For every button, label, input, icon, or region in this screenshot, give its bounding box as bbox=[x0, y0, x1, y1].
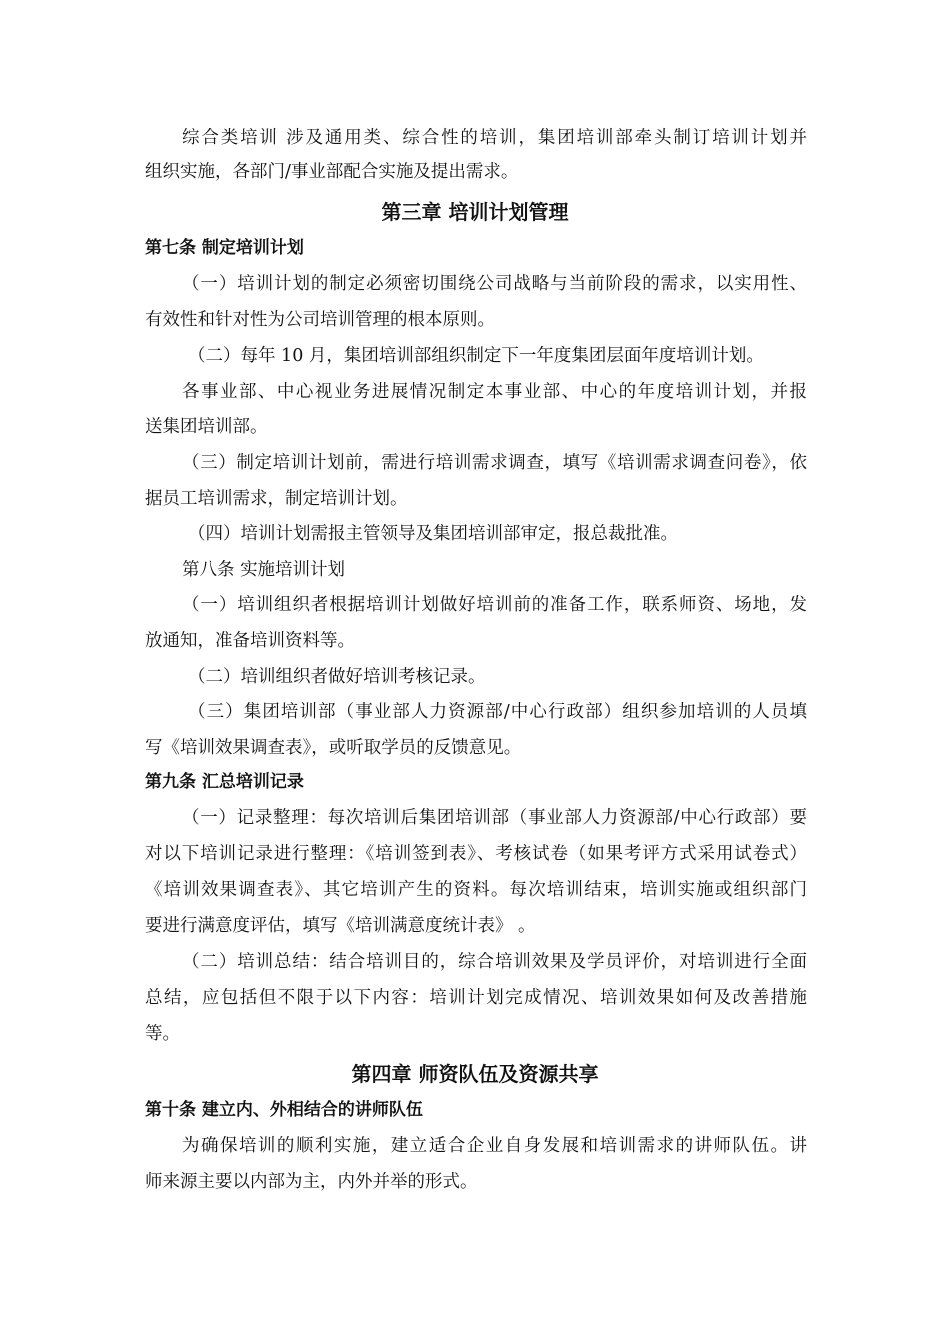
paragraph-line: 为确保培训的顺利实施，建立适合企业自身发展和培训需求的讲师队伍。讲 bbox=[182, 1136, 807, 1156]
paragraph-line: （二）培训总结：结合培训目的，综合培训效果及学员评价，对培训进行全面 bbox=[182, 952, 807, 972]
paragraph-line: 写《培训效果调查表》，或听取学员的反馈意见。 bbox=[145, 738, 522, 758]
paragraph-line: 师来源主要以内部为主，内外并举的形式。 bbox=[145, 1172, 478, 1192]
paragraph-line: （二）培训组织者做好培训考核记录。 bbox=[188, 667, 486, 687]
article-heading: 第十条 建立内、外相结合的讲师队伍 bbox=[145, 1100, 423, 1120]
paragraph-line: 放通知，准备培训资料等。 bbox=[145, 631, 355, 651]
paragraph-line: 有效性和针对性为公司培训管理的根本原则。 bbox=[145, 310, 495, 330]
paragraph-line: （三）制定培训计划前，需进行培训需求调查，填写《培训需求调查问卷》，依 bbox=[182, 453, 807, 473]
paragraph-line: 组织实施，各部门/事业部配合实施及提出需求。 bbox=[145, 162, 519, 182]
paragraph-line: 等。 bbox=[145, 1024, 180, 1044]
paragraph-line: 送集团培训部。 bbox=[145, 417, 268, 437]
paragraph-line: 总结，应包括但不限于以下内容：培训计划完成情况、培训效果如何及改善措施 bbox=[145, 988, 807, 1008]
paragraph-line: 据员工培训需求，制定培训计划。 bbox=[145, 489, 408, 509]
chapter-heading: 第三章 培训计划管理 bbox=[381, 200, 569, 224]
paragraph-line: （一）培训计划的制定必须密切围绕公司战略与当前阶段的需求，以实用性、 bbox=[182, 274, 807, 294]
paragraph-line: 各事业部、中心视业务进展情况制定本事业部、中心的年度培训计划，并报 bbox=[182, 382, 807, 402]
paragraph-line: 对以下培训记录进行整理：《培训签到表》、考核试卷（如果考评方式采用试卷式） bbox=[145, 844, 807, 864]
paragraph-line: （一）培训组织者根据培训计划做好培训前的准备工作，联系师资、场地，发 bbox=[182, 595, 807, 615]
paragraph-line: 《培训效果调查表》、其它培训产生的资料。每次培训结束，培训实施或组织部门 bbox=[145, 880, 807, 900]
paragraph-line: （一）记录整理：每次培训后集团培训部（事业部人力资源部/中心行政部）要 bbox=[182, 808, 807, 828]
paragraph-line: 要进行满意度评估，填写《培训满意度统计表》 。 bbox=[145, 916, 536, 936]
paragraph-line: 综合类培训 涉及通用类、综合性的培训，集团培训部牵头制订培训计划并 bbox=[182, 128, 807, 148]
article-heading: 第九条 汇总培训记录 bbox=[145, 772, 304, 792]
paragraph-line: 第八条 实施培训计划 bbox=[182, 560, 346, 580]
chapter-heading: 第四章 师资队伍及资源共享 bbox=[351, 1062, 599, 1086]
paragraph-line: （二）每年 10 月，集团培训部组织制定下一年度集团层面年度培训计划。 bbox=[188, 346, 764, 366]
article-heading: 第七条 制定培训计划 bbox=[145, 238, 304, 258]
paragraph-line: （四）培训计划需报主管领导及集团培训部审定，报总裁批准。 bbox=[188, 524, 678, 544]
paragraph-line: （三）集团培训部（事业部人力资源部/中心行政部）组织参加培训的人员填 bbox=[188, 702, 807, 722]
